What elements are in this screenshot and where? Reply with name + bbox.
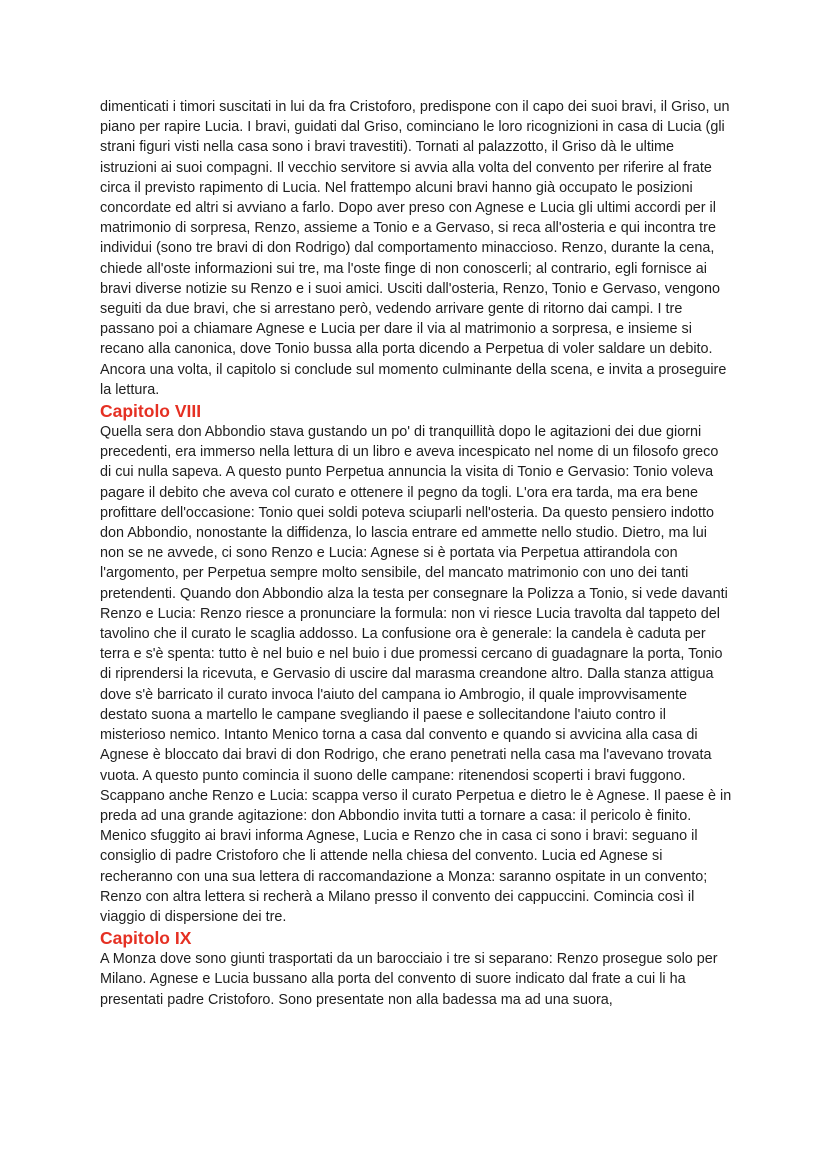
- chapter-ix-text: A Monza dove sono giunti trasportati da un barocciaio i tre si separano: Renzo prosegue solo per Milano. Agnese e Lucia bussano alla porta del convento di suore indicato dal frate a cui li ha presentati padre Cristoforo. Sono presentate non alla badessa ma ad una suora,: [100, 951, 718, 1008]
- chapter-vii-continuation-text: dimenticati i timori suscitati in lui da fra Cristoforo, predispone con il capo dei suoi bravi, il Griso, un piano per rapire Lucia. I bravi, guidati dal Griso, cominciano le loro ricognizioni in casa di Lucia (gli strani figuri visti nella casa sono i bravi travestiti). Tornati al palazzotto, il Griso dà le ultime istruzioni ai suoi compagni. Il vecchio servitore si avvia alla volta del convento per riferire al frate circa il previsto rapimento di Lucia. Nel frattempo alcuni bravi hanno già occupato le posizioni concordate ed altri si avviano a farlo. Dopo aver preso con Agnese e Lucia gli ultimi accordi per il matrimonio di sorpresa, Renzo, assieme a Tonio e a Gervaso, si reca all'osteria e qui incontra tre individui (sono tre bravi di don Rodrigo) dal comportamento minaccioso. Renzo, durante la cena, chiede all'oste informazioni sui tre, ma l'oste finge di non conoscerli; al contrario, egli fornisce ai bravi diverse notizie su Renzo e i suoi amici. Usciti dall'osteria, Renzo, Tonio e Gervaso, vengono seguiti da due bravi, che si arrestano però, vedendo arrivare gente di ritorno dai campi. I tre passano poi a chiamare Agnese e Lucia per dare il via al matrimonio a sorpresa, e insieme si recano alla canonica, dove Tonio bussa alla porta dicendo a Perpetua di voler saldare un debito. Ancora una volta, il capitolo si conclude sul momento culminante della scena, e invita a proseguire la lettura.: [100, 99, 730, 398]
- document-page: [100, 97, 732, 1010]
- chapter-ix-heading: Capitolo IX: [100, 928, 192, 949]
- chapter-viii-text: Quella sera don Abbondio stava gustando un po' di tranquillità dopo le agitazioni dei due giorni precedenti, era immerso nella lettura di un libro e aveva incespicato nel nome di un filosofo greco di cui nulla sapeva. A questo punto Perpetua annuncia la visita di Tonio e Gervasio: Tonio voleva pagare il debito che aveva col curato e ottenere il pegno da togli. L'ora era tarda, ma era bene profittare dell'occasione: Tonio quei soldi poteva sciuparli nell'osteria. Da questo pensiero indotto don Abbondio, nonostante la diffidenza, lo lascia entrare ed ammette nello studio. Dietro, ma lui non se ne avvede, ci sono Renzo e Lucia: Agnese si è portata via Perpetua attirandola con l'argomento, per Perpetua sempre molto sensibile, del mancato matrimonio con uno dei tanti pretendenti. Quando don Abbondio alza la testa per consegnare la Polizza a Tonio, si vede davanti Renzo e Lucia: Renzo riesce a pronunciare la formula: non vi riesce Lucia travolta dal tappeto del tavolino che il curato le scaglia addosso. La confusione ora è generale: la candela è caduta per terra e s'è spenta: tutto è nel buio e nel buio i due promessi cercano di guadagnare la porta, Tonio di riprendersi la ricevuta, e Gervasio di uscire dal marasma creandone altro. Dalla stanza attigua dove s'è barricato il curato invoca l'aiuto del campana io Ambrogio, il quale improvvisamente destato suona a martello le campane svegliando il paese e sollecitandone l'aiuto contro il misterioso nemico. Intanto Menico torna a casa dal convento e quando si avvicina alla casa di Agnese è bloccato dai bravi di don Rodrigo, che erano penetrati nella casa ma l'avevano trovata vuota. A questo punto comincia il suono delle campane: ritenendosi scoperti i bravi fuggono. Scappano anche Renzo e Lucia: scappa verso il curato Perpetua e dietro le è Agnese. Il paese è in preda ad una grande agitazione: don Abbondio invita tutti a tornare a casa: il pericolo è finito. Menico sfuggito ai bravi informa Agnese, Lucia e Renzo che in casa ci sono i bravi: seguano il consiglio di padre Cristoforo che li attende nella chiesa del convento. Lucia ed Agnese si recheranno con una sua lettera di raccomandazione a Monza: saranno ospitate in un convento; Renzo con altra lettera si recherà a Milano presso il convento dei cappuccini. Comincia così il viaggio di dispersione dei tre.: [100, 424, 732, 925]
- chapter-viii-heading: Capitolo VIII: [100, 401, 202, 422]
